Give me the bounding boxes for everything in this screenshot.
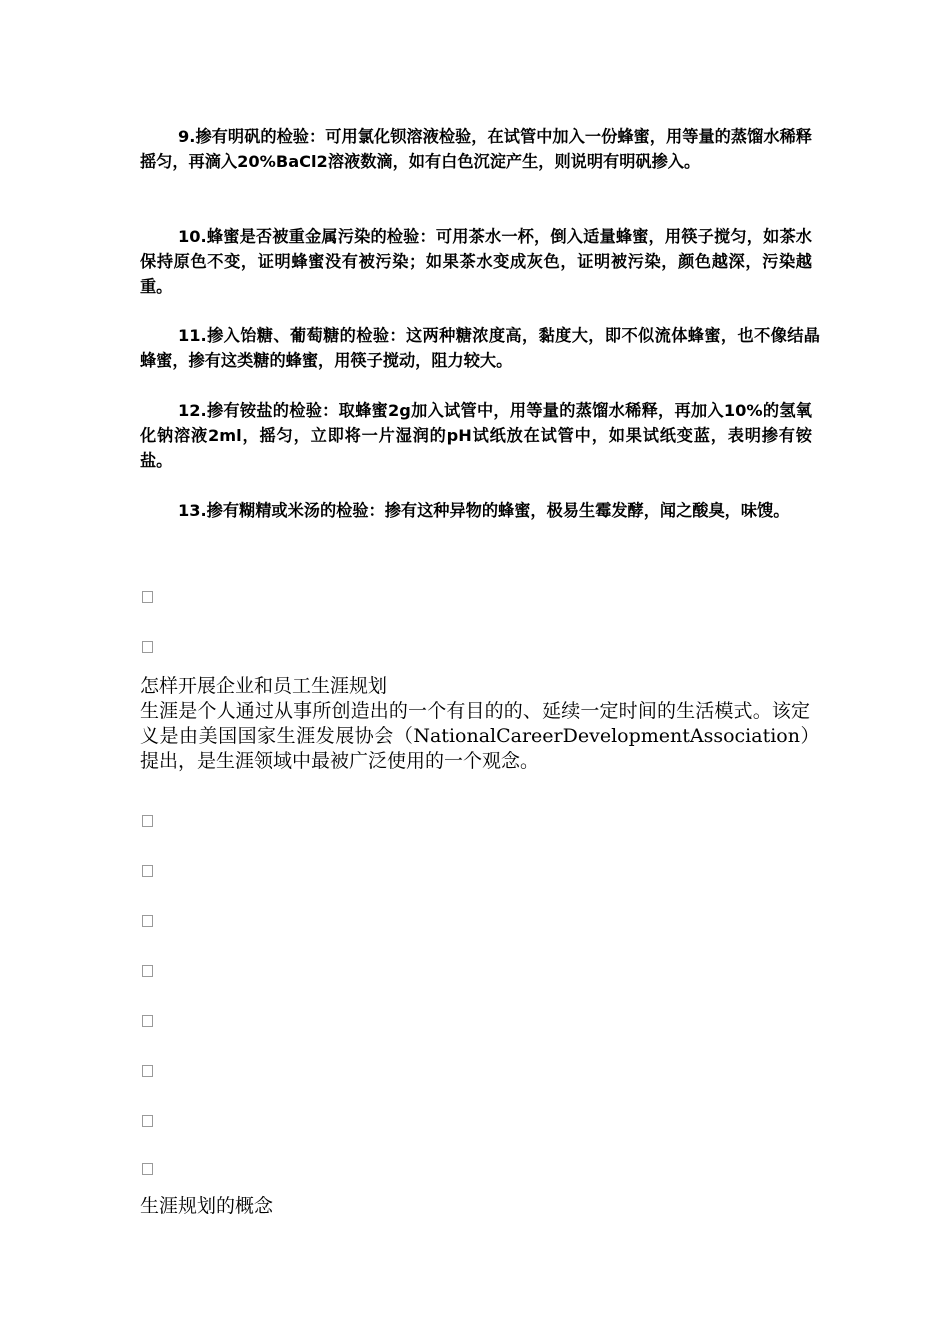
missing-image-icon: [142, 1065, 153, 1077]
section-heading-career-planning-concept: 生涯规划的概念: [140, 1195, 274, 1217]
missing-image-icon: [142, 865, 153, 877]
paragraph-heavy-metal-test: 10.蜂蜜是否被重金属污染的检验：可用茶水一杯，倒入适量蜂蜜，用筷子搅匀，如茶水保持原色不变，证明蜂蜜没有被污染；如果茶水变成灰色，证明被污染，颜色越深，污染越重。: [140, 227, 812, 296]
paragraph-dextrin-rice-soup-test: 13.掺有糊精或米汤的检验：掺有这种异物的蜂蜜，极易生霉发酵，闻之酸臭，味馊。: [178, 501, 790, 520]
missing-image-icon: [142, 1163, 153, 1175]
missing-image-icon: [142, 815, 153, 827]
missing-image-icon: [142, 1015, 153, 1027]
paragraph-alum-test: 9.掺有明矾的检验：可用氯化钡溶液检验，在试管中加入一份蜂蜜，用等量的蒸馏水稀释摇匀，再滴入20%BaCl2溶液数滴，如有白色沉淀产生，则说明有明矾掺入。: [140, 127, 812, 171]
missing-image-icon: [142, 965, 153, 977]
section-heading-career-planning: 怎样开展企业和员工生涯规划: [140, 675, 388, 697]
section-body-career-definition: 生涯是个人通过从事所创造出的一个有目的的、延续一定时间的生活模式。该定义是由美国国家生涯发展协会（NationalCareerDevelopmentAssociation）提出，是生涯领域中最被广泛使用的一个观念。: [140, 700, 810, 772]
missing-image-icon: [142, 1115, 153, 1127]
missing-image-icon: [142, 641, 153, 653]
paragraph-syrup-glucose-test: 11.掺入饴糖、葡萄糖的检验：这两种糖浓度高，黏度大，即不似流体蜂蜜，也不像结晶蜂蜜，掺有这类糖的蜂蜜，用筷子搅动，阻力较大。: [140, 326, 820, 370]
missing-image-icon: [142, 591, 153, 603]
missing-image-icon: [142, 915, 153, 927]
paragraph-ammonium-salt-test: 12.掺有铵盐的检验：取蜂蜜2g加入试管中，用等量的蒸馏水稀释，再加入10%的氢氧化钠溶液2ml，摇匀，立即将一片湿润的pH试纸放在试管中，如果试纸变蓝，表明掺有铵盐。: [140, 401, 812, 470]
